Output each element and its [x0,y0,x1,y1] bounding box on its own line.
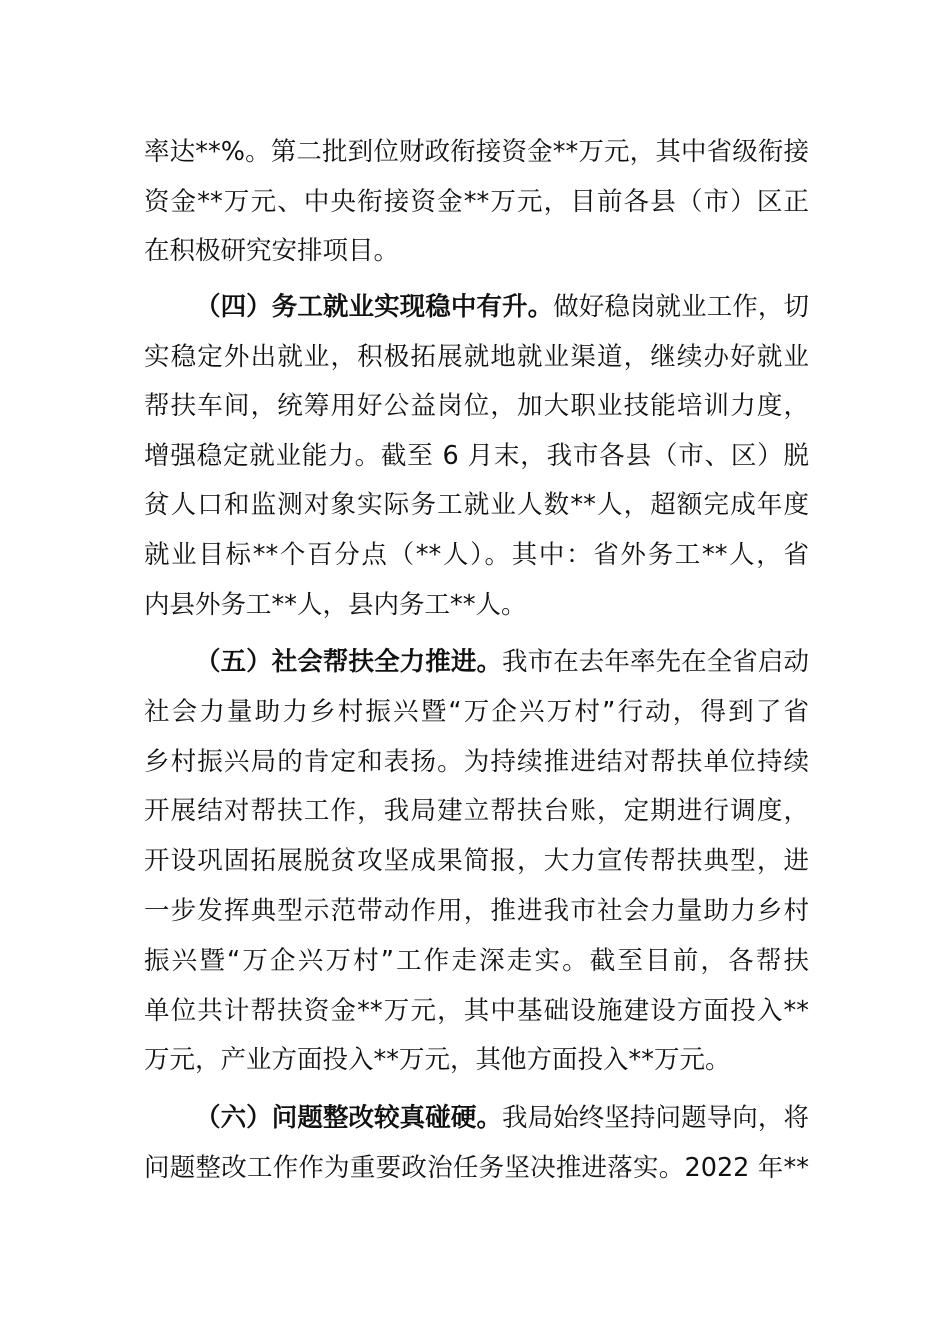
paragraph-text: 做好稳岗就业工作，切 [553,292,809,322]
text-line: 资金**万元、中央衔接资金**万元，目前各县（市）区正 [144,187,809,217]
text-line: 帮扶车间，统筹用好公益岗位，加大职业技能培训力度， [144,391,809,421]
text-line: 内县外务工**人，县内务工**人。 [144,590,527,620]
text-line: 率达**%。第二批到位财政衔接资金**万元，其中省级衔接 [144,137,809,167]
text-line: 开展结对帮扶工作，我局建立帮扶台账，定期进行调度， [144,796,809,826]
text-line: 问题整改工作作为重要政治任务坚决推进落实。2022 年** [144,1153,809,1183]
section-heading-line [195,1096,809,1140]
section-heading-line [195,640,809,684]
text-line: 社会力量助力乡村振兴暨“万企兴万村”行动，得到了省 [144,697,809,727]
text-line: 就业目标**个百分点（**人）。其中：省外务工**人，省 [144,540,809,570]
section-heading: （六）问题整改较真碰硬。 [195,1103,503,1133]
text-line: 一步发挥典型示范带动作用，推进我市社会力量助力乡村 [144,896,809,926]
text-line: 单位共计帮扶资金**万元，其中基础设施建设方面投入** [144,996,809,1026]
text-line: 万元，产业方面投入**万元，其他方面投入**万元。 [144,1045,731,1075]
text-line: 乡村振兴局的肯定和表扬。为持续推进结对帮扶单位持续 [144,747,809,777]
text-line: 在积极研究安排项目。 [144,236,400,266]
text-line: 增强稳定就业能力。截至 6 月末，我市各县（市、区）脱 [144,441,809,471]
section-heading-line [195,285,809,329]
text-line: 开设巩固拓展脱贫攻坚成果简报，大力宣传帮扶典型，进 [144,846,809,876]
text-line: 贫人口和监测对象实际务工就业人数**人，超额完成年度 [144,490,809,520]
section-heading: （五）社会帮扶全力推进。 [195,647,503,677]
text-line: 实稳定外出就业，积极拓展就地就业渠道，继续办好就业 [144,342,809,372]
paragraph-text: 我市在去年率先在全省启动 [502,647,809,677]
text-line: 振兴暨“万企兴万村”工作走深走实。截至目前，各帮扶 [144,946,809,976]
paragraph-text: 我局始终坚持问题导向，将 [502,1103,809,1133]
section-heading: （四）务工就业实现稳中有升。 [195,292,554,322]
